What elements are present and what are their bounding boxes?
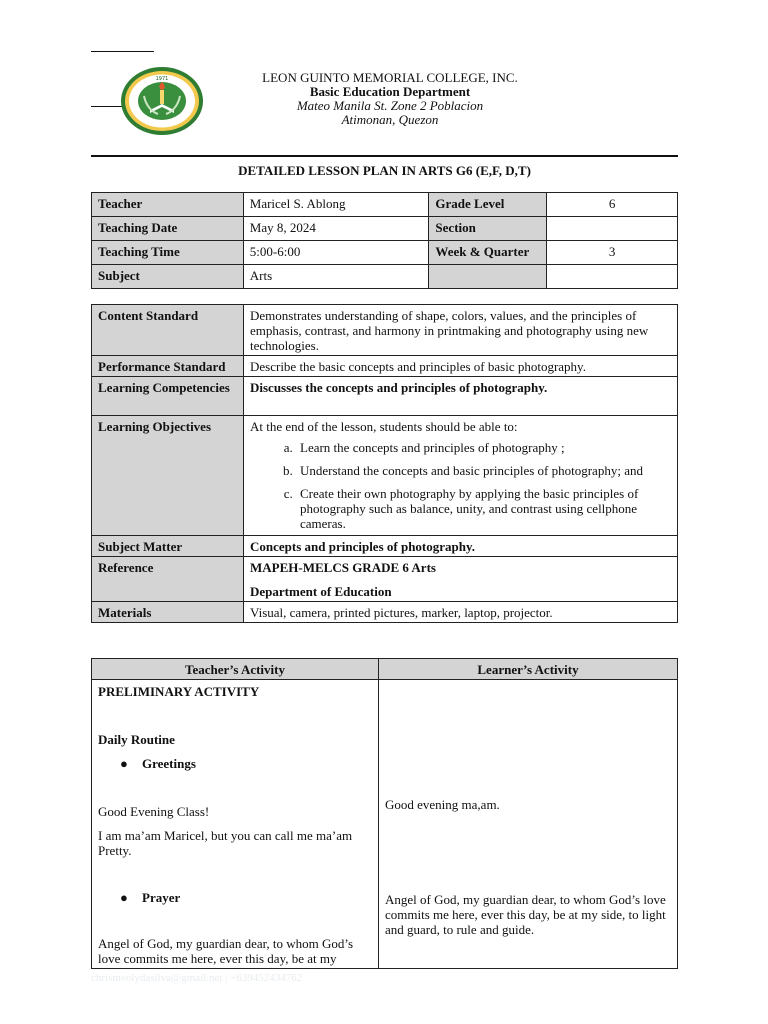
objective-item: c. Create their own photography by applying the basic principles of photography such as balance, unity, and contrast using cellphone cameras. [296, 486, 671, 531]
preliminary-heading: PRELIMINARY ACTIVITY [98, 684, 260, 699]
school-seal-logo [120, 66, 204, 136]
performance-standard-value: Describe the basic concepts and principles of basic photography. [244, 356, 678, 377]
objectives-label: Learning Objectives [92, 416, 244, 536]
bullet-icon: ● [120, 890, 128, 905]
section-value [547, 217, 678, 241]
greeting-learner: Good evening ma,am. [385, 797, 500, 812]
table-row [92, 241, 678, 265]
week-value: 3 [547, 241, 678, 265]
table-row [92, 659, 678, 680]
performance-standard-label: Performance Standard [92, 356, 244, 377]
reference-line-2: Department of Education [250, 584, 392, 599]
page-title: DETAILED LESSON PLAN IN ARTS G6 (E,F, D,T) [238, 163, 531, 178]
subject-label: Subject [92, 265, 244, 289]
table-row [92, 557, 678, 602]
objectives-list [250, 440, 671, 531]
table-row [92, 193, 678, 217]
empty-value-cell [547, 265, 678, 289]
table-row [92, 305, 678, 356]
reference-line-1: MAPEH-MELCS GRADE 6 Arts [250, 560, 436, 575]
subject-matter-label: Subject Matter [92, 536, 244, 557]
table-row [92, 416, 678, 536]
greeting-teacher: Good Evening Class! [98, 804, 210, 819]
materials-value: Visual, camera, printed pictures, marker, laptop, projector. [244, 602, 678, 623]
table-row [92, 265, 678, 289]
table-row [92, 536, 678, 557]
objectives-cell [244, 416, 678, 536]
learner-activity-header: Learner’s Activity [379, 659, 678, 680]
learner-activity-cell [379, 680, 678, 969]
greetings-bullet [98, 756, 372, 771]
bullet-icon: ● [120, 756, 128, 771]
empty-label-cell [429, 265, 547, 289]
prayer-bullet [98, 890, 372, 905]
school-town: Atimonan, Quezon [341, 112, 439, 127]
content-standard-value: Demonstrates understanding of shape, colors, values, and the principles of emphasis, contrast, and harmony in printmaking and photography using new technologies. [244, 305, 678, 356]
week-label: Week & Quarter [429, 241, 547, 265]
objective-item: a. Learn the concepts and principles of photography ; [296, 440, 671, 455]
grade-value: 6 [547, 193, 678, 217]
time-label: Teaching Time [92, 241, 244, 265]
footer-watermark: chrismeolydasilva@gmail.net | +639452434762 [91, 972, 303, 984]
table-row [92, 680, 678, 969]
info-table [91, 192, 678, 289]
content-standard-label: Content Standard [92, 305, 244, 356]
activity-table [91, 658, 678, 969]
subject-matter-value: Concepts and principles of photography. [244, 536, 678, 557]
lesson-plan-table [91, 304, 678, 623]
date-label: Teaching Date [92, 217, 244, 241]
objective-item: b. Understand the concepts and basic principles of photography; and [296, 463, 671, 478]
greetings-label: Greetings [142, 756, 196, 771]
reference-label: Reference [92, 557, 244, 602]
subject-value: Arts [243, 265, 429, 289]
department-name: Basic Education Department [309, 84, 471, 99]
header-rule [91, 155, 678, 157]
school-name: LEON GUINTO MEMORIAL COLLEGE, INC. [262, 70, 518, 85]
table-row [92, 602, 678, 623]
table-row [92, 356, 678, 377]
competencies-label: Learning Competencies [92, 377, 244, 416]
grade-label: Grade Level [429, 193, 547, 217]
reference-cell [244, 557, 678, 602]
top-rule-short [91, 51, 154, 52]
objectives-intro: At the end of the lesson, students should be able to: [250, 419, 518, 434]
teacher-value: Maricel S. Ablong [243, 193, 429, 217]
prayer-label: Prayer [142, 890, 181, 905]
competencies-value: Discusses the concepts and principles of photography. [244, 377, 678, 416]
table-row [92, 217, 678, 241]
table-row [92, 377, 678, 416]
teacher-activity-cell [92, 680, 379, 969]
section-label: Section [429, 217, 547, 241]
teacher-activity-header: Teacher’s Activity [92, 659, 379, 680]
date-value: May 8, 2024 [243, 217, 429, 241]
time-value: 5:00-6:00 [243, 241, 429, 265]
prayer-learner: Angel of God, my guardian dear, to whom God’s love commits me here, ever this day, be at my side, to light and guard, to rule and guide. [385, 892, 666, 937]
materials-label: Materials [92, 602, 244, 623]
intro-teacher: I am ma’am Maricel, but you can call me ma’am Pretty. [98, 828, 353, 858]
seal-year: 1971 [155, 76, 169, 82]
school-street: Mateo Manila St. Zone 2 Poblacion [296, 98, 484, 113]
daily-routine-heading: Daily Routine [98, 732, 175, 747]
teacher-label: Teacher [92, 193, 244, 217]
prayer-teacher: Angel of God, my guardian dear, to whom God’s love commits me here, ever this day, be at my [98, 936, 354, 966]
